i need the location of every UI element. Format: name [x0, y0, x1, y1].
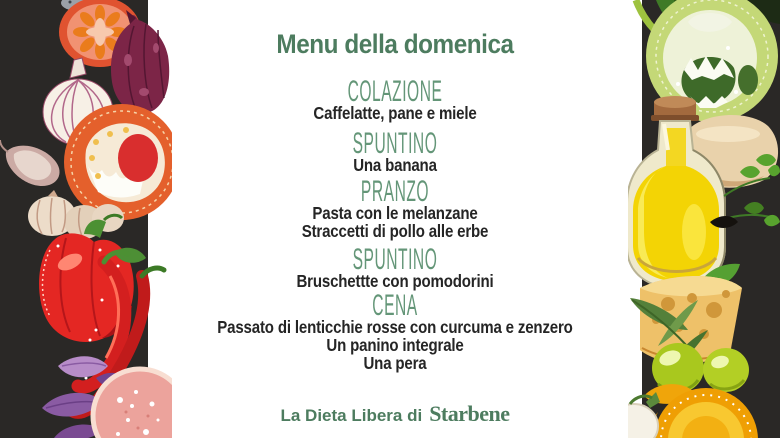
green-leaf-icon	[114, 248, 146, 263]
section-header: SPUNTINO	[352, 127, 438, 160]
menu-item: Straccetti di pollo alle erbe	[301, 221, 489, 241]
white-onion-icon	[43, 58, 113, 150]
red-bell-pepper-icon	[39, 215, 134, 342]
page-title: Menu della domenica	[276, 29, 514, 59]
starbene-logo: Starbene	[429, 401, 510, 426]
section-header: COLAZIONE	[347, 75, 443, 108]
bread-loaf-icon	[683, 115, 779, 188]
menu-section-colazione	[148, 75, 642, 123]
pepper-stems-icon	[636, 0, 708, 62]
menu-item: Caffelatte, pane e miele	[313, 103, 477, 123]
olive-oil-bottle-icon	[628, 96, 725, 288]
footer-text: La Dieta Libera di	[280, 406, 423, 425]
section-header: CENA	[372, 289, 418, 322]
menu-section-spuntino-1	[148, 127, 642, 175]
menu-section-spuntino-2	[148, 243, 642, 291]
menu-section-pranzo	[148, 175, 642, 241]
emmental-cheese-icon	[640, 276, 742, 363]
green-pepper-slice-icon	[646, 0, 778, 122]
black-leaf-icon	[710, 216, 738, 228]
yellow-pepper-icon	[644, 384, 758, 438]
green-olives-icon	[652, 343, 749, 393]
purple-basil-leaves-icon	[42, 356, 128, 438]
menu-item: Bruschettte con pomodorini	[296, 271, 494, 291]
menu-item: Passato di lenticchie rosse con curcuma e zenzero	[217, 317, 573, 337]
menu-item: Pasta con le melanzane	[312, 203, 478, 223]
right-foods-illustration	[628, 0, 780, 438]
footer-credit	[148, 402, 642, 426]
olive-leaf-icon	[698, 264, 740, 288]
menu-content	[148, 0, 642, 438]
section-header: PRANZO	[360, 175, 430, 208]
poppy-cap-icon	[61, 0, 95, 11]
left-vegetables-illustration	[0, 0, 172, 438]
garlic-clove-icon	[0, 140, 60, 186]
menu-item: Una banana	[353, 155, 437, 175]
tomato-slice-icon	[59, 0, 141, 67]
garlic-bulbs-icon	[28, 190, 124, 239]
menu-panel	[148, 0, 642, 438]
section-header: SPUNTINO	[352, 243, 438, 276]
menu-item: Una pera	[363, 353, 427, 373]
parsley-sprig-icon	[724, 154, 780, 226]
menu-item: Un panino integrale	[326, 335, 464, 355]
menu-section-cena	[148, 289, 642, 373]
dark-leaf-corner-icon	[746, 0, 780, 24]
